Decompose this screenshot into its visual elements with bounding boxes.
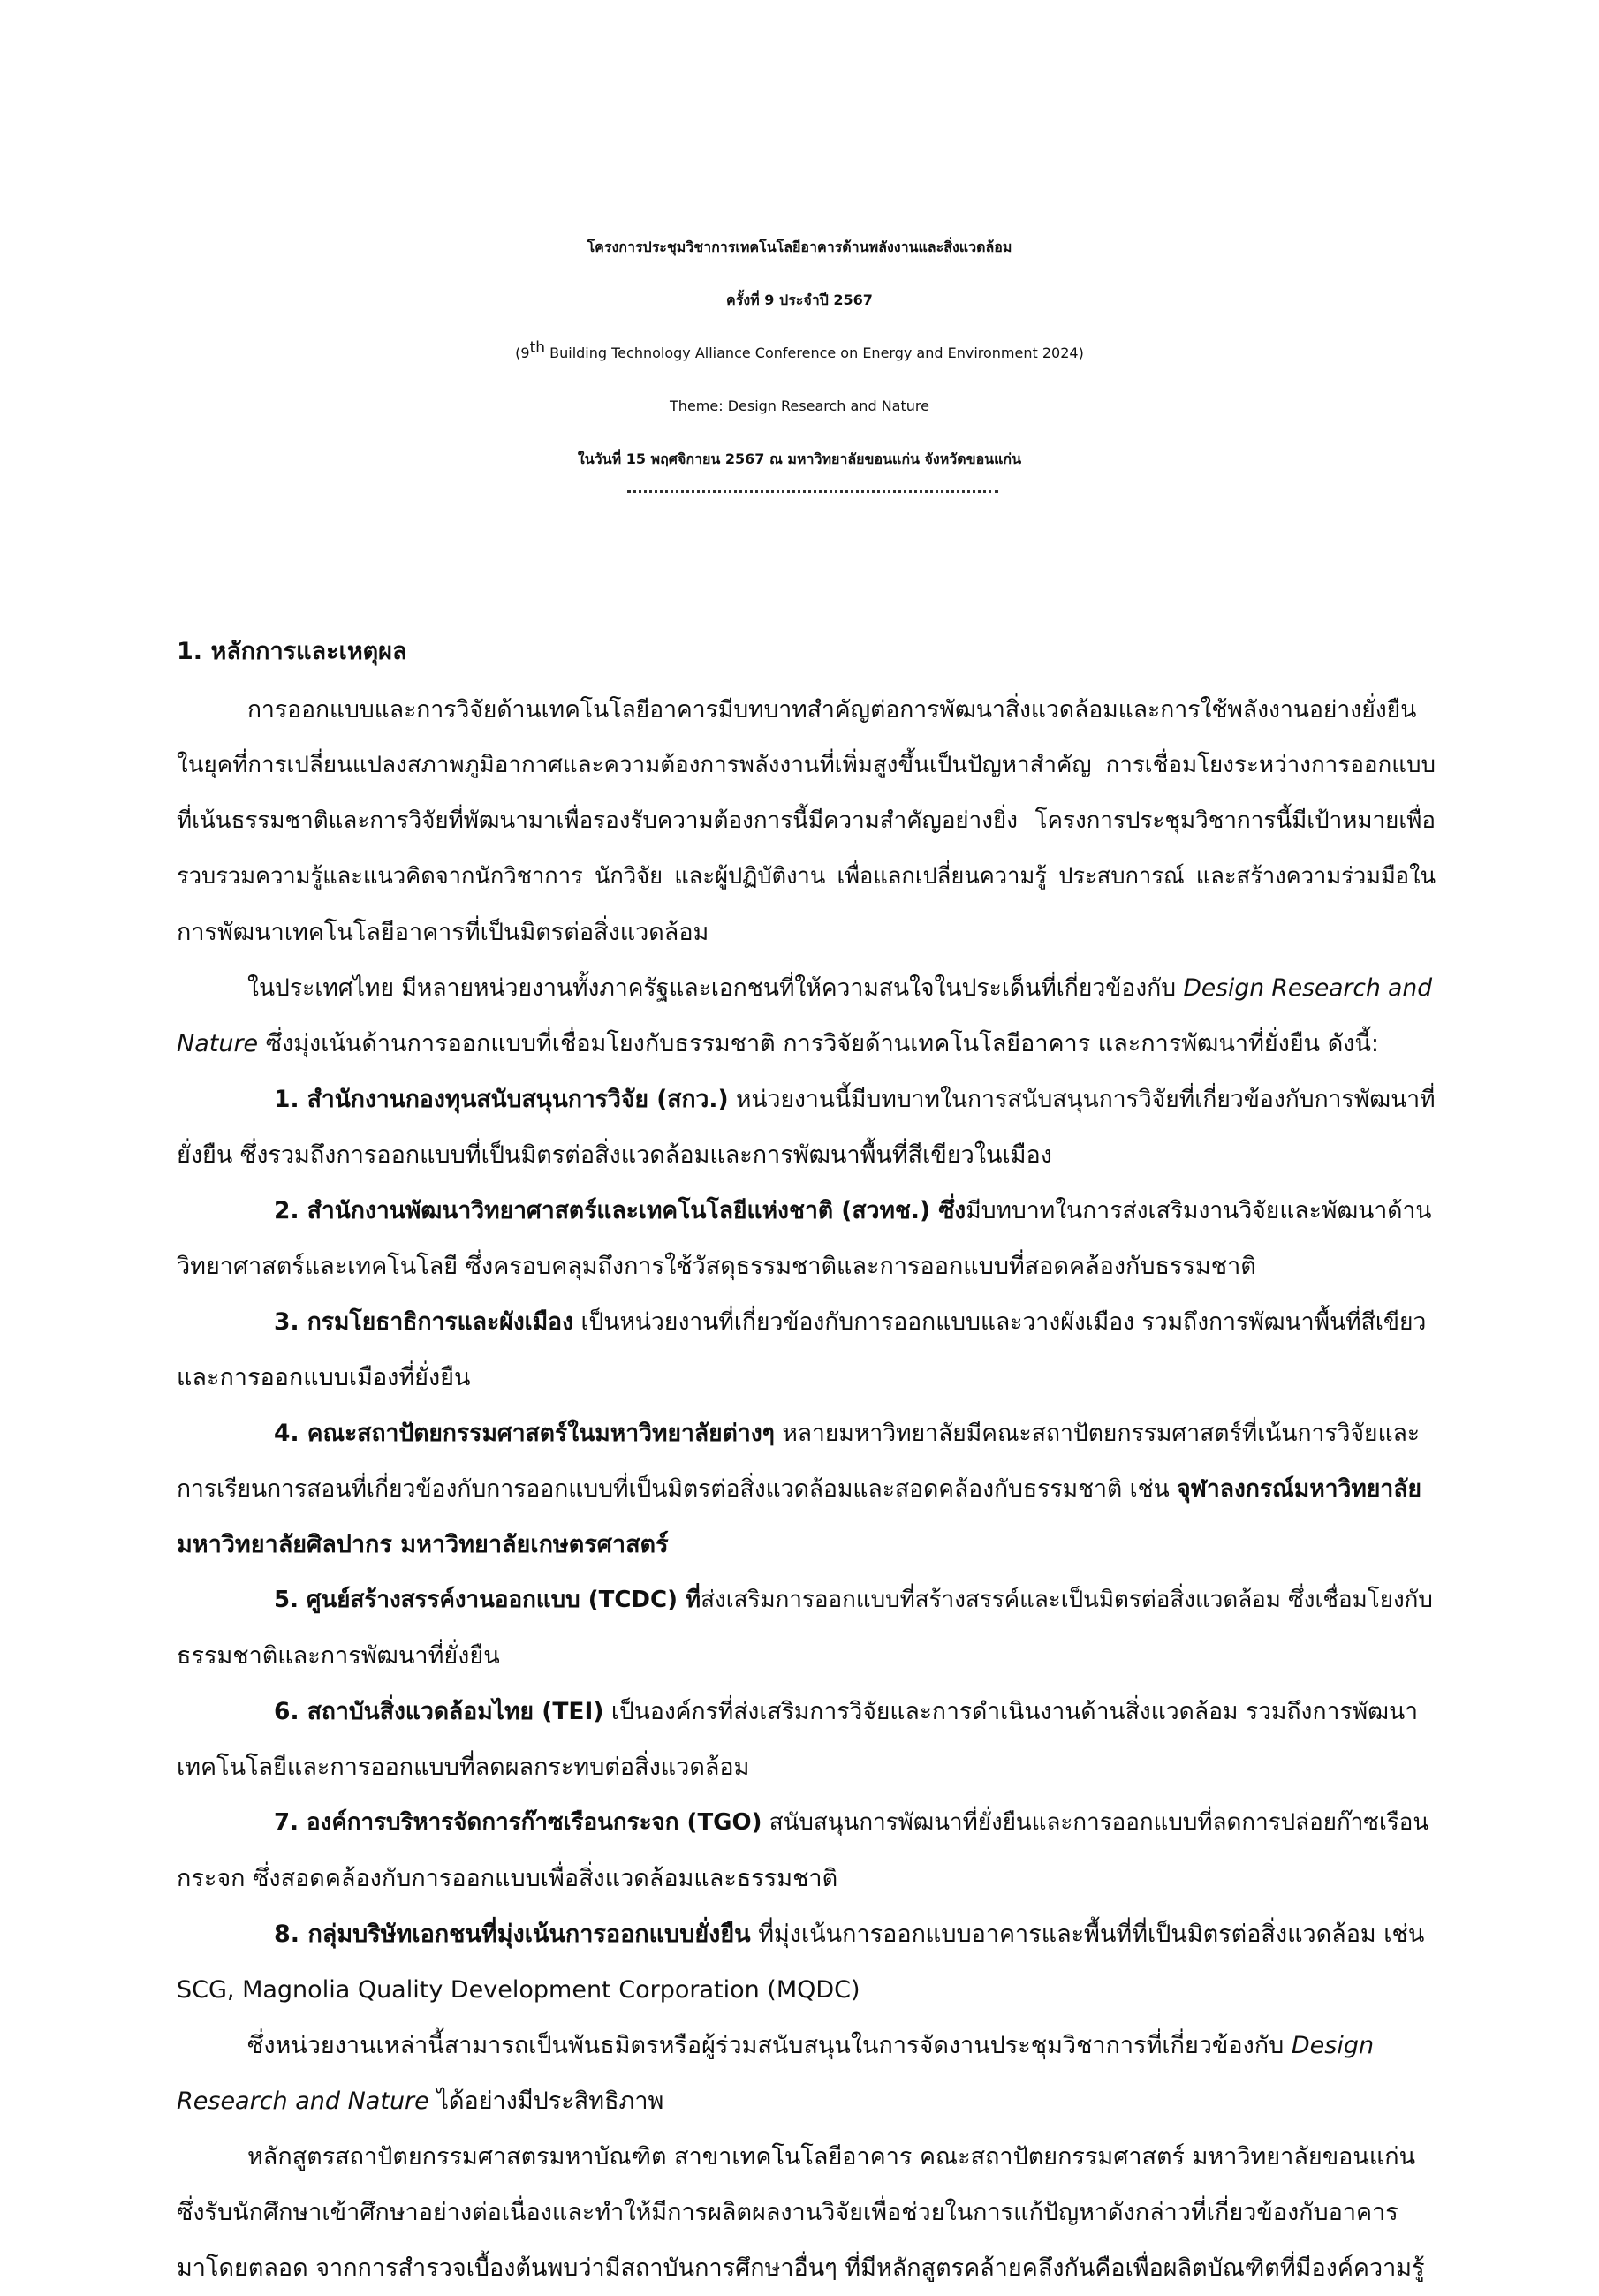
date-place-line: ในวันที่ 15 พฤศจิกายน 2567 ณ มหาวิทยาลัยขอนแก่น จังหวัดขอนแก่น <box>577 451 1022 467</box>
paragraph-line: ในยุคที่การเปลี่ยนแปลงสภาพภูมิอากาศและความต้องการพลังงานที่เพิ่มสูงขึ้นเป็นปัญหาสำคัญ การเชื่อมโยงระหว่างการออกแบบ <box>177 752 1436 778</box>
list-item <box>177 1572 1436 1684</box>
list-item-bold-text: มหาวิทยาลัยศิลปากร มหาวิทยาลัยเกษตรศาสตร์ <box>177 1531 669 1558</box>
paragraph-line: การออกแบบและการวิจัยด้านเทคโนโลยีอาคารมีบทบาทสำคัญต่อการพัฒนาสิ่งแวดล้อมและการใช้พลังงานอย่างยั่งยืน <box>247 696 1417 724</box>
list-item-line <box>177 1461 1436 1517</box>
list-item-title: 7. องค์การบริหารจัดการก๊าซเรือนกระจก (TGO) <box>274 1809 762 1836</box>
section-1 <box>177 627 1436 2296</box>
title-english <box>0 327 1599 380</box>
paragraph-line <box>177 2018 1436 2073</box>
list-item-line <box>177 1517 1436 1572</box>
list-item <box>177 1183 1436 1294</box>
paragraph-text: ซึ่งมุ่งเน้นด้านการออกแบบที่เชื่อมโยงกับธรรมชาติ การวิจัยด้านเทคโนโลยีอาคาร และการพัฒนาที่ยั่งยืน ดังนี้: <box>258 1030 1379 1057</box>
list-item-text: หน่วยงานนี้มีบทบาทในการสนับสนุนการวิจัยที่เกี่ยวข้องกับการพัฒนาที่ <box>728 1086 1436 1113</box>
list-item-line: วิทยาศาสตร์และเทคโนโลยี ซึ่งครอบคลุมถึงการใช้วัสดุธรรมชาติและการออกแบบที่สอดคล้องกับธรรมชาติ <box>177 1253 1256 1280</box>
list-item-line <box>177 1183 1436 1239</box>
list-item-title: 1. สำนักงานกองทุนสนับสนุนการวิจัย (สกว.) <box>274 1086 729 1113</box>
paragraph-text: ในประเทศไทย มีหลายหน่วยงานทั้งภาครัฐและเอกชนที่ให้ความสนใจในประเด็นที่เกี่ยวข้องกับ <box>247 974 1184 1002</box>
paragraph-line: ที่เน้นธรรมชาติและการวิจัยที่พัฒนามาเพื่อรองรับความต้องการนี้มีความสำคัญอย่างยิ่ง โครงการประชุมวิชาการนี้มีเป้าหมายเพื่อ <box>177 807 1436 834</box>
title-thai: โครงการประชุมวิชาการเทคโนโลยีอาคารด้านพลังงานและสิ่งแวดล้อม <box>587 239 1012 255</box>
paragraph-line: หลักสูตรสถาปัตยกรรมศาสตรมหาบัณฑิต สาขาเทคโนโลยีอาคาร คณะสถาปัตยกรรมศาสตร์ มหาวิทยาลัยขอนแก่น <box>247 2143 1416 2171</box>
list-item-line: และการออกแบบเมืองที่ยั่งยืน <box>177 1364 471 1391</box>
list-item-line <box>177 1572 1436 1628</box>
section-heading: 1. หลักการและเหตุผล <box>177 638 407 665</box>
list-item-line <box>177 1294 1436 1350</box>
list-item-title: 8. กลุ่มบริษัทเอกชนที่มุ่งเน้นการออกแบบยั่งยืน <box>274 1921 751 1948</box>
emphasis-text: Nature <box>177 1030 259 1057</box>
list-item-title: 3. กรมโยธาธิการและผังเมือง <box>274 1308 574 1336</box>
paragraph-line <box>177 2073 1436 2129</box>
list-item-text: เป็นหน่วยงานที่เกี่ยวข้องกับการออกแบบและวางผังเมือง รวมถึงการพัฒนาพื้นที่สีเขียว <box>573 1308 1427 1336</box>
dotted-divider <box>627 490 998 493</box>
paragraph-line: รวบรวมความรู้และแนวคิดจากนักวิชาการ นักวิจัย และผู้ปฏิบัติงาน เพื่อแลกเปลี่ยนความรู้ ประสบการณ์ และสร้างความร่วมมือใน <box>177 863 1436 890</box>
paragraph-text: ซึ่งหน่วยงานเหล่านี้สามารถเป็นพันธมิตรหรือผู้ร่วมสนับสนุนในการจัดงานประชุมวิชาการที่เกี่ยวข้องกับ <box>247 2032 1292 2059</box>
list-item-line <box>177 1072 1436 1127</box>
list-item <box>177 1906 1436 2018</box>
title-english-sup: th <box>529 338 546 357</box>
list-item <box>177 1795 1436 1906</box>
list-item-text: สนับสนุนการพัฒนาที่ยั่งยืนและการออกแบบที่ลดการปล่อยก๊าซเรือน <box>762 1809 1429 1836</box>
list-item-text: เป็นองค์กรที่ส่งเสริมการวิจัยและการดำเนินงานด้านสิ่งแวดล้อม รวมถึงการพัฒนา <box>603 1698 1419 1725</box>
list-item-text: การเรียนการสอนที่เกี่ยวข้องกับการออกแบบที่เป็นมิตรต่อสิ่งแวดล้อมและสอดคล้องกับธรรมชาติ เช่น <box>177 1475 1178 1503</box>
edition-line: ครั้งที่ 9 ประจำปี 2567 <box>726 292 873 308</box>
emphasis-text: Design <box>1291 2032 1375 2059</box>
list-item-text: มีบทบาทในการส่งเสริมงานวิจัยและพัฒนาด้าน <box>966 1197 1432 1224</box>
list-item-line <box>177 1406 1436 1461</box>
paragraph-line <box>177 1016 1436 1072</box>
list-item <box>177 1072 1436 1183</box>
list-item <box>177 1294 1436 1406</box>
list-item-text: ส่งเสริมการออกแบบที่สร้างสรรค์และเป็นมิตรต่อสิ่งแวดล้อม ซึ่งเชื่อมโยงกับ <box>701 1587 1433 1613</box>
list-item-title: 2. สำนักงานพัฒนาวิทยาศาสตร์และเทคโนโลยีแห่งชาติ (สวทช.) ซึ่ง <box>274 1197 966 1224</box>
list-item-title: 5. ศูนย์สร้างสรรค์งานออกแบบ (TCDC) ที่ <box>274 1587 701 1613</box>
list-item-line <box>177 1906 1436 1962</box>
paragraph-line: การพัฒนาเทคโนโลยีอาคารที่เป็นมิตรต่อสิ่งแวดล้อม <box>177 919 709 946</box>
title-english-open: (9 <box>515 345 530 361</box>
document-header <box>0 221 1599 486</box>
paragraph-line <box>177 960 1436 1016</box>
list-item-line: ยั่งยืน ซึ่งรวมถึงการออกแบบที่เป็นมิตรต่อสิ่งแวดล้อมและการพัฒนาพื้นที่สีเขียวในเมือง <box>177 1141 1052 1169</box>
title-english-rest: Building Technology Alliance Conference on Energy and Environment 2024) <box>545 345 1084 361</box>
paragraph-line: ซึ่งรับนักศึกษาเข้าศึกษาอย่างต่อเนื่องและทำให้มีการผลิตผลงานวิจัยเพื่อช่วยในการแก้ปัญหาดังกล่าวที่เกี่ยวข้องกับอาคาร <box>177 2199 1398 2226</box>
paragraph-text: ได้อย่างมีประสิทธิภาพ <box>428 2088 664 2115</box>
list-item <box>177 1684 1436 1795</box>
list-item-line: เทคโนโลยีและการออกแบบที่ลดผลกระทบต่อสิ่งแวดล้อม <box>177 1754 750 1781</box>
list-item-line <box>177 1684 1436 1739</box>
list-item-title: 6. สถาบันสิ่งแวดล้อมไทย (TEI) <box>274 1698 604 1725</box>
paragraph-line: มาโดยตลอด จากการสำรวจเบื้องต้นพบว่ามีสถาบันการศึกษาอื่นๆ ที่มีหลักสูตรคล้ายคลึงกันคือเพื่อผลิตบัณฑิตที่มีองค์ความรู้ <box>177 2254 1425 2282</box>
list-item-text: หลายมหาวิทยาลัยมีคณะสถาปัตยกรรมศาสตร์ที่เน้นการวิจัยและ <box>774 1420 1421 1447</box>
emphasis-text: Research and Nature <box>177 2088 429 2115</box>
theme-line: Theme: Design Research and Nature <box>670 398 929 414</box>
list-item-line: กระจก ซึ่งสอดคล้องกับการออกแบบเพื่อสิ่งแวดล้อมและธรรมชาติ <box>177 1865 838 1892</box>
list-item-bold-text: จุฬาลงกรณ์มหาวิทยาลัย <box>1177 1475 1422 1503</box>
emphasis-text: Design Research and <box>1183 974 1433 1002</box>
list-item-line <box>177 1795 1436 1851</box>
list-item-text: ที่มุ่งเน้นการออกแบบอาคารและพื้นที่ที่เป็นมิตรต่อสิ่งแวดล้อม เช่น <box>750 1921 1425 1948</box>
list-item-title: 4. คณะสถาปัตยกรรมศาสตร์ในมหาวิทยาลัยต่างๆ <box>274 1420 775 1447</box>
list-item <box>177 1406 1436 1572</box>
list-item-line: SCG, Magnolia Quality Development Corporation (MQDC) <box>177 1976 860 2004</box>
list-item-line: ธรรมชาติและการพัฒนาที่ยั่งยืน <box>177 1642 500 1670</box>
